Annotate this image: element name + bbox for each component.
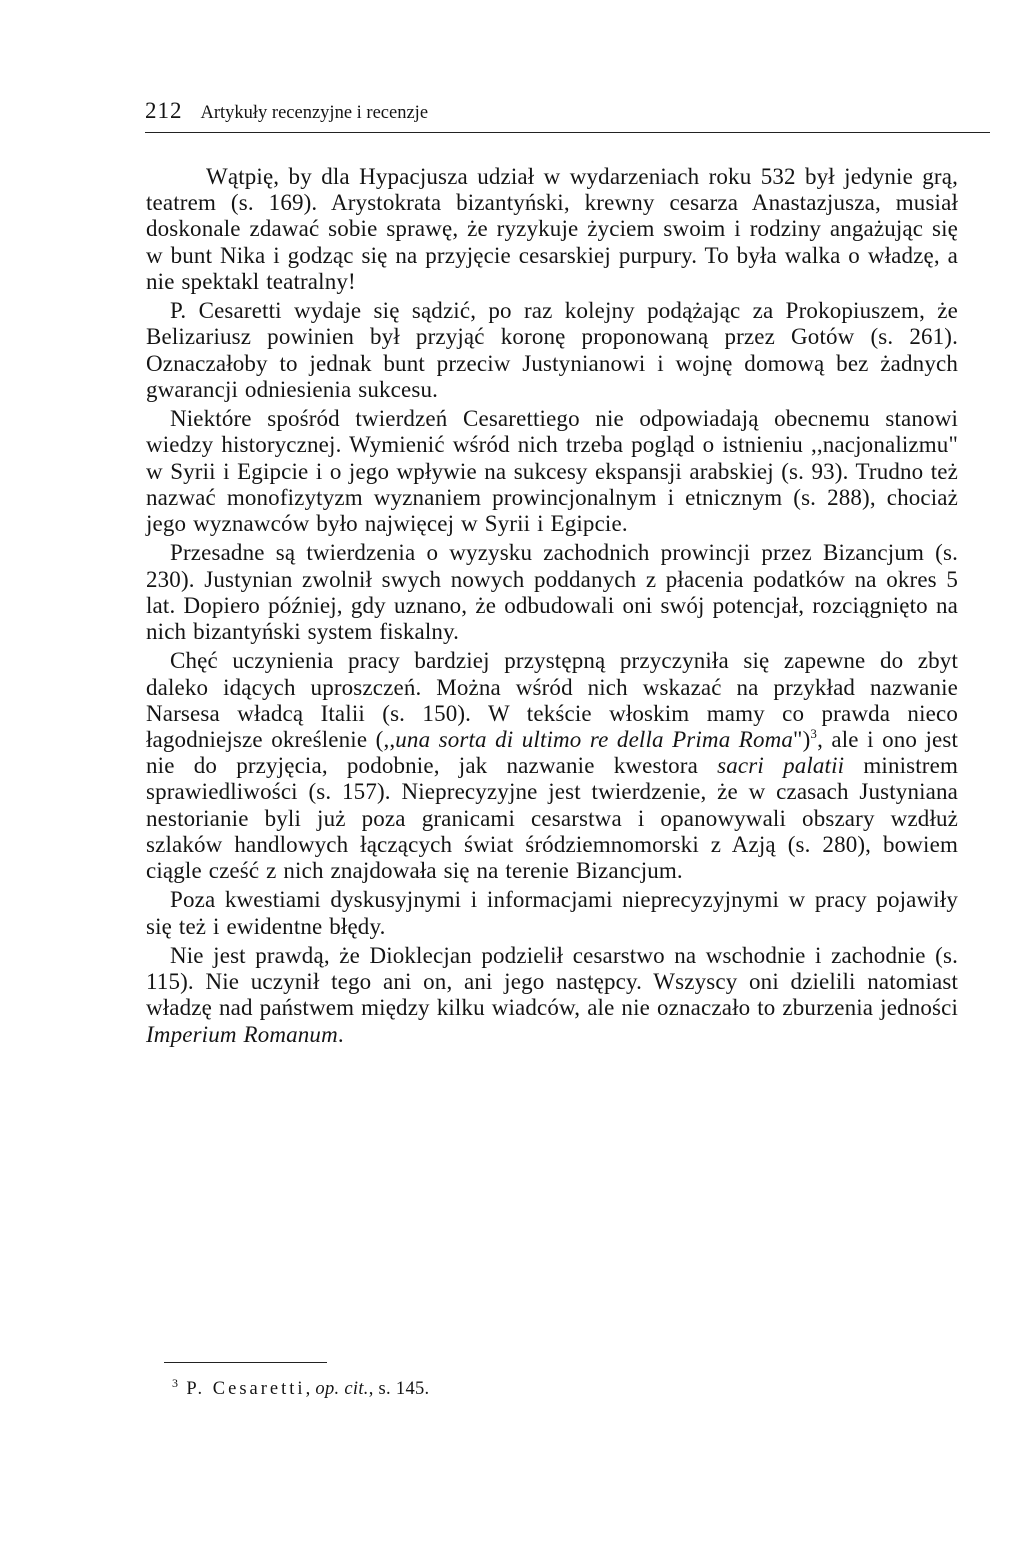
paragraph (146, 648, 958, 884)
text-segment: ministrem sprawiedliwości (s. 157). Nieprecyzyjne jest twierdzenie, że w czasach Justyniana nestorianie byli już poza granicami cesarstwa i opanowywali obszary wzdłuż szlaków handlowych łączących świat śródziemnomorski z Azją (s. 280), bowiem ciągle cześć z nich znajdowała się na terenie Bizancjum. (146, 753, 958, 884)
running-title: Artykuły recenzyjne i recenzje (200, 103, 429, 123)
italic-text: sacri palatii (717, 753, 845, 779)
footnote-opcit: op. cit. (315, 1379, 369, 1399)
body-text (146, 164, 958, 1051)
paragraph (146, 943, 958, 1048)
text-segment: Przesadne są twierdzenia o wyzysku zachodnich prowincji przez Bizancjum (s. 230). Justynian zwolnił swych nowych poddanych z płacenia podatków na okres 5 lat. Dopiero później, gdy uznano, że odbudowali oni swój potencjał, rozciągnięto na nich bizantyński system fiskalny. (146, 540, 958, 645)
footnote-marker: 3 (172, 1376, 179, 1390)
paragraph (146, 406, 958, 537)
footnote-reference: 3 (810, 726, 818, 742)
text-segment: P. Cesaretti wydaje się sądzić, po raz kolejny podążając za Prokopiuszem, że Belizariusz powinien był przyjąć koronę proponowaną przez Gotów (s. 261). Oznaczałoby to jednak bunt przeciw Justynianowi i wojnę domową bez żadnych gwarancji odniesienia sukcesu. (146, 298, 958, 402)
footnote-sep: , (305, 1379, 316, 1399)
text-segment: . (337, 1021, 344, 1047)
footnote-rule (164, 1362, 327, 1363)
running-head (145, 98, 990, 133)
footnote (172, 1376, 429, 1400)
page-number: 212 (145, 98, 183, 123)
text-segment: Chęć uczynienia pracy bardziej przystępną przyczyniła się zapewne do zbyt daleko idących uproszczeń. Można wśród nich wskazać na przykład nazwanie Narsesa władcą Italii (s. 150). W tekście włoskim mamy co prawda nieco łagodniejsze określenie (,, (146, 648, 958, 753)
paragraph (146, 887, 958, 939)
text-segment: ") (793, 727, 811, 753)
text-segment: Poza kwestiami dyskusyjnymi i informacjami nieprecyzyjnymi w pracy pojawiły się też i ewidentne błędy. (146, 887, 958, 939)
text-segment: Niektóre spośród twierdzeń Cesarettiego nie odpowiadają obecnemu stanowi wiedzy historycznej. Wymienić wśród nich trzeba pogląd o istnieniu ,,nacjonalizmu" w Syrii i Egipcie i o jego wpływie na sukcesy ekspansji arabskiej (s. 93). Trudno też nazwać monofizytyzm wyznaniem prowincjonalnym i etnicznym (s. 288), chociaż jego wyznawców było najwięcej w Syrii i Egipcie. (146, 406, 958, 537)
paragraph (146, 164, 958, 295)
paragraph (146, 298, 958, 403)
text-segment: Wątpię, by dla Hypacjusza udział w wydarzeniach roku 532 był jedynie grą, teatrem (s. 169). Arystokrata bizantyński, krewny cesarza Anastazjusza, musiał doskonale zdawać sobie sprawę, że ryzykuje życiem swoim i rodziny angażując się w bunt Nika i godząc się na przyjęcie cesarskiej purpury. To była walka o władzę, a nie spektakl teatralny! (146, 164, 958, 294)
paragraph (146, 540, 958, 645)
text-segment: Nie jest prawdą, że Dioklecjan podzielił cesarstwo na wschodnie i zachodnie (s. 115). Nie uczynił tego ani on, ani jego następcy. Wszyscy oni dzielili natomiast władzę nad państwem między kilku wiadców, ale nie oznaczało to zburzenia jedności (146, 943, 958, 1021)
footnote-rest: , s. 145. (368, 1379, 430, 1399)
footnote-author: P. Cesaretti (186, 1379, 306, 1399)
italic-text: una sorta di ultimo re della Prima Roma (395, 727, 794, 753)
italic-text: Imperium Romanum (146, 1021, 338, 1047)
text-segment: , ale i ono jest nie do przyjęcia, podobnie, jak nazwanie kwestora (146, 727, 958, 779)
